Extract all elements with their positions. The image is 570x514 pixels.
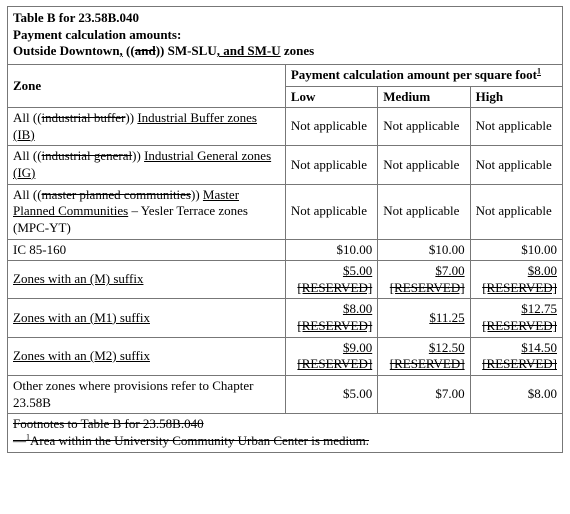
- payment-footnote-ref: 1: [536, 66, 541, 76]
- zone-cell: All ((industrial general)) Industrial General zones (IG): [8, 146, 286, 184]
- high-cell: Not applicable: [470, 108, 562, 146]
- medium-cell: $12.50 [RESERVED]: [378, 337, 470, 375]
- low-old-value: [RESERVED]: [297, 279, 373, 295]
- footnotes-row: [8, 414, 563, 453]
- table-row: [8, 337, 563, 375]
- high-cell: $14.50 [RESERVED]: [470, 337, 562, 375]
- footnotes: [8, 414, 563, 453]
- medium-cell: $7.00: [378, 375, 470, 413]
- title-line-3: Outside Downtown, ((and)) SM-SLU, and SM-U zones: [13, 43, 315, 59]
- zone-cell: IC 85-160: [8, 239, 286, 261]
- high-header: High: [470, 86, 562, 108]
- payment-header: Payment calculation amount per square foot$^1$: [285, 64, 562, 86]
- low-cell: Not applicable: [285, 146, 377, 184]
- high-cell: $8.00: [470, 375, 562, 413]
- high-cell: Not applicable: [470, 146, 562, 184]
- low-cell: $9.00 [RESERVED]: [285, 337, 377, 375]
- medium-cell: $10.00: [378, 239, 470, 261]
- zone-cell: All ((master planned communities)) Master Planned Communities – Yesler Terrace zones (MPC-YT): [8, 184, 286, 239]
- table-row: [8, 261, 563, 299]
- high-cell: $8.00 [RESERVED]: [470, 261, 562, 299]
- medium-old-value: [RESERVED]: [389, 279, 465, 295]
- low-old-value: [RESERVED]: [297, 318, 373, 333]
- medium-cell: $11.25: [378, 299, 470, 337]
- header-row: [8, 64, 563, 86]
- footnote-1: —$^1$Area within the University Community Urban Center is medium.: [13, 432, 370, 448]
- low-cell: $10.00: [285, 239, 377, 261]
- low-old-value: [RESERVED]: [297, 356, 373, 372]
- low-cell: $5.00: [285, 375, 377, 413]
- zone-cell: All ((industrial buffer)) Industrial Buffer zones (IB): [8, 108, 286, 146]
- low-cell: Not applicable: [285, 184, 377, 239]
- title-line-2: Payment calculation amounts:: [13, 26, 182, 42]
- low-cell: $8.00 [RESERVED]: [285, 299, 377, 337]
- low-cell: $5.00 [RESERVED]: [285, 261, 377, 299]
- high-old-value: [RESERVED]: [482, 279, 557, 295]
- zone-header: Zone: [8, 64, 286, 107]
- table-row: [8, 239, 563, 261]
- title-line-1: Table B for 23.58B.040: [13, 10, 140, 25]
- zone-cell: Other zones where provisions refer to Chapter 23.58B: [8, 375, 286, 413]
- table-title: [8, 7, 563, 65]
- table-row: [8, 375, 563, 413]
- medium-cell: Not applicable: [378, 184, 470, 239]
- table-row: [8, 108, 563, 146]
- footnotes-heading: Footnotes to Table B for 23.58B.040: [13, 416, 204, 432]
- table-row: [8, 184, 563, 239]
- table-row: [8, 299, 563, 337]
- high-cell: $10.00: [470, 239, 562, 261]
- medium-old-value: [RESERVED]: [389, 356, 465, 372]
- zone-cell: Zones with an (M1) suffix: [8, 299, 286, 337]
- high-old-value: [RESERVED]: [482, 318, 557, 333]
- table-row: [8, 146, 563, 184]
- zone-cell: Zones with an (M2) suffix: [8, 337, 286, 375]
- high-cell: Not applicable: [470, 184, 562, 239]
- low-header: Low: [285, 86, 377, 108]
- medium-cell: Not applicable: [378, 146, 470, 184]
- medium-cell: $7.00 [RESERVED]: [378, 261, 470, 299]
- low-cell: Not applicable: [285, 108, 377, 146]
- medium-cell: Not applicable: [378, 108, 470, 146]
- high-old-value: [RESERVED]: [482, 356, 557, 372]
- table-title-row: [8, 7, 563, 65]
- zone-cell: Zones with an (M) suffix: [8, 261, 286, 299]
- high-cell: $12.75 [RESERVED]: [470, 299, 562, 337]
- payment-calculation-table: [7, 6, 563, 453]
- medium-header: Medium: [378, 86, 470, 108]
